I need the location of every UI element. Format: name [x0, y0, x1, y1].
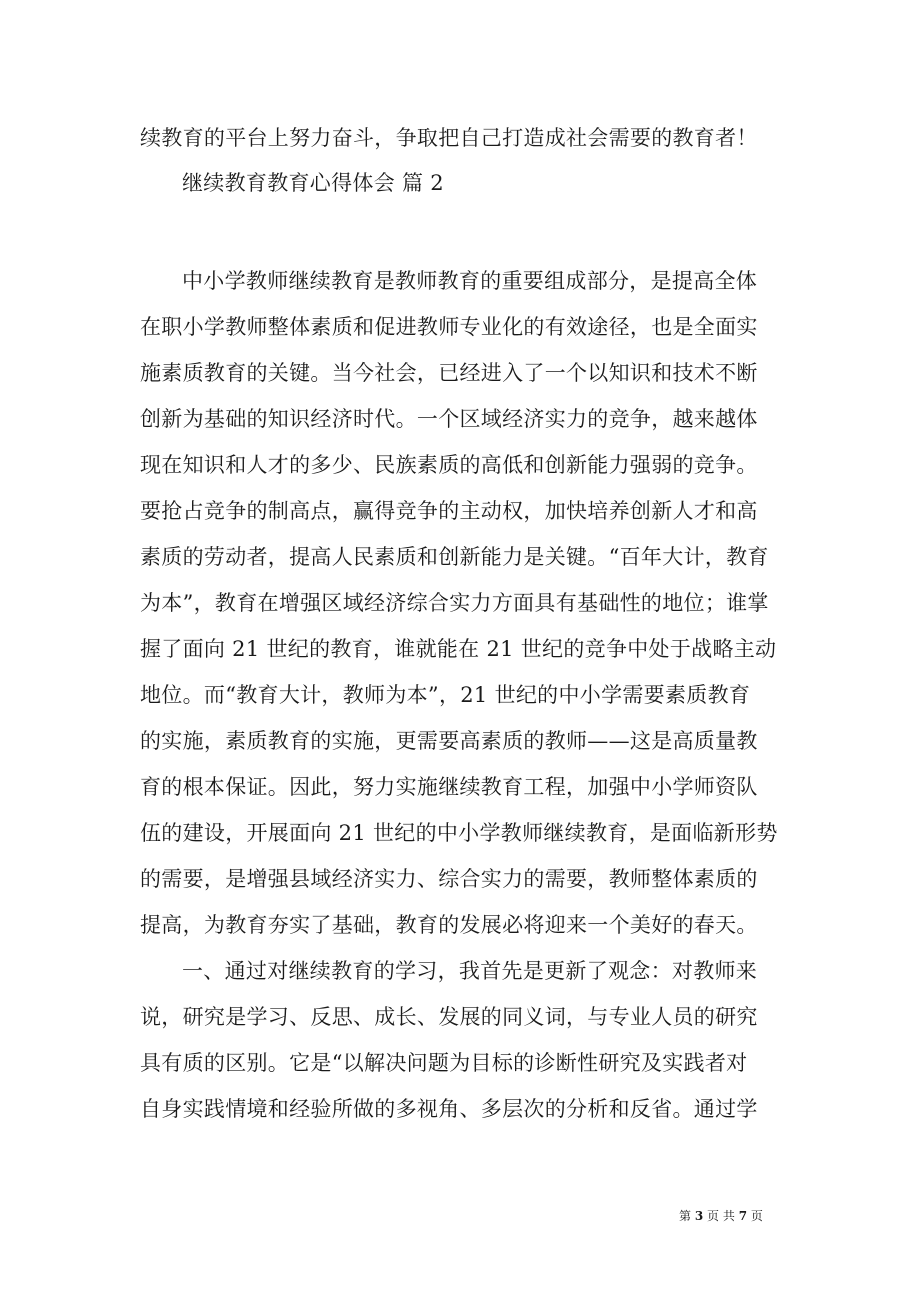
footer-suffix: 页 [750, 1209, 763, 1223]
text-line: 要抢占竞争的制高点，赢得竞争的主动权，加快培养创新人才和高 [140, 499, 758, 523]
text-line: 一、通过对继续教育的学习，我首先是更新了观念：对教师来 [182, 959, 758, 983]
text-line: 的需要，是增强县域经济实力、综合实力的需要，教师整体素质的 [140, 867, 758, 891]
text-line: 自身实践情境和经验所做的多视角、多层次的分析和反省。通过学 [140, 1097, 758, 1121]
text-line: 素质的劳动者，提高人民素质和创新能力是关键。“百年大计，教育 [140, 545, 769, 569]
text-line: 说，研究是学习、反思、成长、发展的同义词，与专业人员的研究 [140, 1005, 758, 1029]
text-line: 现在知识和人才的多少、民族素质的高低和创新能力强弱的竞争。 [140, 453, 758, 477]
text-line: 中小学教师继续教育是教师教育的重要组成部分，是提高全体 [182, 269, 758, 293]
text-line: 在职小学教师整体素质和促进教师专业化的有效途径，也是全面实 [140, 315, 758, 339]
text-line: 地位。而“教育大计，教师为本”，21 世纪的中小学需要素质教育 [140, 683, 751, 707]
text-line: 施素质教育的关键。当今社会，已经进入了一个以知识和技术不断 [140, 361, 758, 385]
text-line: 育的根本保证。因此，努力实施继续教育工程，加强中小学师资队 [140, 775, 758, 799]
section-heading: 继续教育教育心得体会 篇 2 [182, 171, 444, 195]
text-line: 伍的建设，开展面向 21 世纪的中小学教师继续教育，是面临新形势 [140, 821, 778, 845]
text-line: 为本”，教育在增强区域经济综合实力方面具有基础性的地位；谁掌 [140, 591, 769, 615]
total-pages-number: 7 [738, 1209, 748, 1223]
current-page-number: 3 [694, 1209, 704, 1223]
text-line: 创新为基础的知识经济时代。一个区域经济实力的竞争，越来越体 [140, 407, 758, 431]
footer-prefix: 第 [679, 1209, 692, 1223]
text-line: 提高，为教育夯实了基础，教育的发展必将迎来一个美好的春天。 [140, 913, 758, 937]
text-line: 的实施，素质教育的实施，更需要高素质的教师——这是高质量教 [140, 729, 758, 753]
text-line: 握了面向 21 世纪的教育，谁就能在 21 世纪的竞争中处于战略主动 [140, 637, 777, 661]
text-line: 具有质的区别。它是“以解决问题为目标的诊断性研究及实践者对 [140, 1051, 748, 1075]
page-footer [679, 1208, 763, 1224]
footer-middle: 页 共 [707, 1209, 735, 1223]
text-line: 续教育的平台上努力奋斗，争取把自己打造成社会需要的教育者！ [140, 126, 758, 150]
